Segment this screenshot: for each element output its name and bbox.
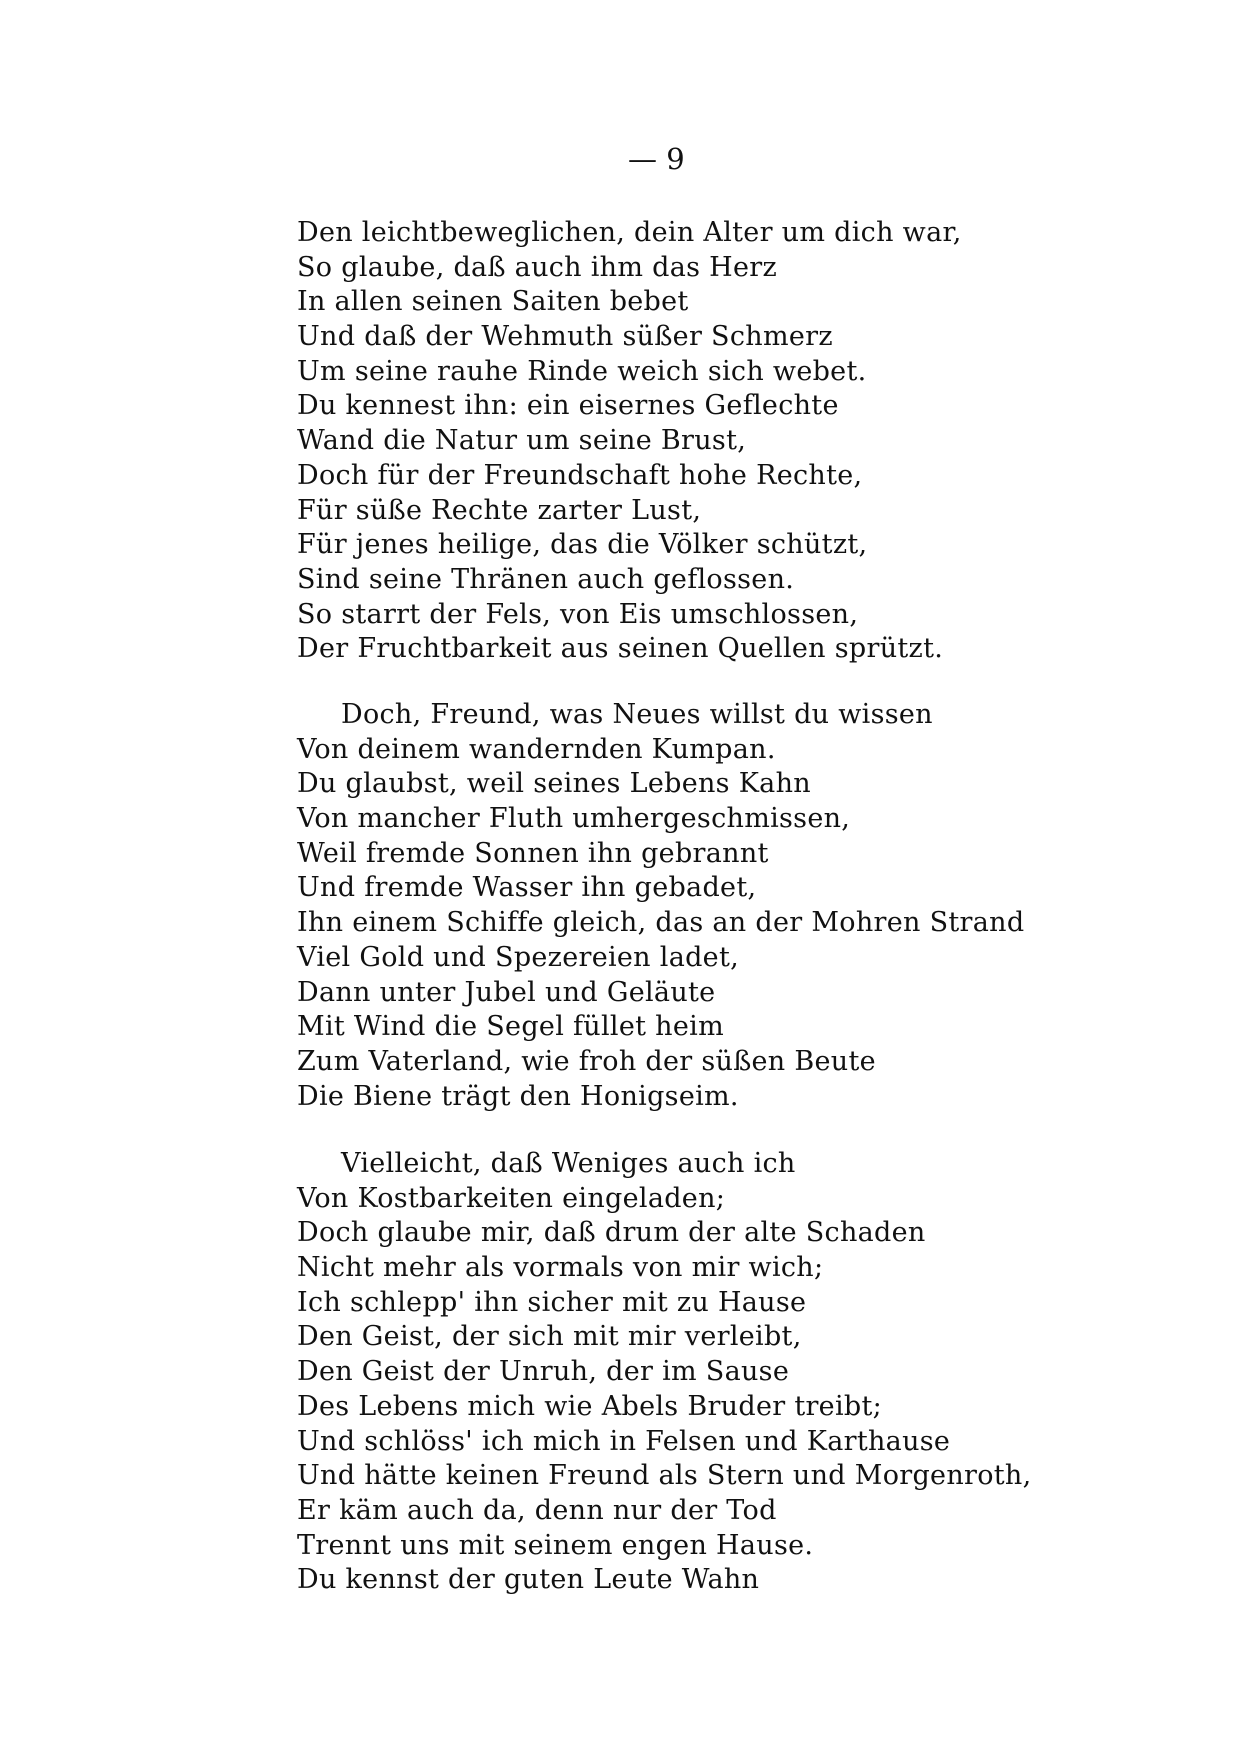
- stanza: [297, 698, 1024, 1114]
- verse-line: Sind seine Thränen auch geflossen.: [297, 563, 795, 595]
- stanza: [297, 1147, 1032, 1598]
- verse-line: Du kennst der guten Leute Wahn: [297, 1564, 760, 1596]
- verse-line: Von Kostbarkeiten eingeladen;: [297, 1182, 726, 1214]
- verse-line: Er käm auch da, denn nur der Tod: [297, 1494, 777, 1526]
- verse-line: Die Biene trägt den Honigseim.: [297, 1080, 739, 1112]
- verse-line: So glaube, daß auch ihm das Herz: [297, 251, 778, 283]
- verse-line: Du glaubst, weil seines Lebens Kahn: [297, 768, 811, 800]
- verse-line: Doch glaube mir, daß drum der alte Schaden: [297, 1217, 926, 1249]
- verse-line: Weil fremde Sonnen ihn gebrannt: [297, 837, 769, 869]
- verse-line: Den Geist der Unruh, der im Sause: [297, 1356, 790, 1388]
- verse-line: Dann unter Jubel und Geläute: [297, 976, 716, 1008]
- verse-line: Den leichtbeweglichen, dein Alter um dich war,: [297, 217, 962, 248]
- verse-line: In allen seinen Saiten bebet: [297, 286, 689, 318]
- verse-line: Von mancher Fluth umhergeschmissen,: [297, 803, 851, 835]
- verse-line: Wand die Natur um seine Brust,: [297, 425, 747, 457]
- verse-line: Und hätte keinen Freund als Stern und Morgenroth,: [297, 1460, 1032, 1492]
- verse-line: Ihn einem Schiffe gleich, das an der Mohren Strand: [297, 907, 1025, 939]
- verse-line: Mit Wind die Segel füllet heim: [297, 1011, 724, 1043]
- verse-line: Der Fruchtbarkeit aus seinen Quellen sprützt.: [297, 633, 944, 665]
- verse-line: Zum Vaterland, wie froh der süßen Beute: [297, 1045, 876, 1077]
- verse-line: Von deinem wandernden Kumpan.: [297, 733, 776, 765]
- verse-line: Viel Gold und Spezereien ladet,: [297, 941, 739, 973]
- verse-line: Vielleicht, daß Weniges auch ich: [341, 1148, 796, 1179]
- page-number: — 9: [628, 142, 685, 176]
- verse-line: Doch für der Freundschaft hohe Rechte,: [297, 459, 863, 491]
- verse-line: Für süße Rechte zarter Lust,: [297, 494, 702, 526]
- verse-line: Den Geist, der sich mit mir verleibt,: [297, 1321, 802, 1353]
- verse-line: Und daß der Wehmuth süßer Schmerz: [297, 321, 833, 353]
- verse-line: Nicht mehr als vormals von mir wich;: [297, 1252, 824, 1284]
- verse-line: Du kennest ihn: ein eisernes Geflechte: [297, 390, 839, 422]
- verse-line: Um seine rauhe Rinde weich sich webet.: [297, 355, 867, 387]
- stanza: [297, 216, 962, 667]
- verse-line: So starrt der Fels, von Eis umschlossen,: [297, 598, 859, 630]
- verse-line: Und schlöss' ich mich in Felsen und Karthause: [297, 1425, 951, 1457]
- verse-line: Doch, Freund, was Neues willst du wissen: [341, 699, 933, 730]
- verse-line: Ich schlepp' ihn sicher mit zu Hause: [297, 1286, 807, 1318]
- verse-line: Für jenes heilige, das die Völker schützt,: [297, 529, 868, 561]
- verse-line: Trennt uns mit seinem engen Hause.: [297, 1529, 814, 1561]
- verse-line: Des Lebens mich wie Abels Bruder treibt;: [297, 1390, 883, 1422]
- verse-line: Und fremde Wasser ihn gebadet,: [297, 872, 757, 904]
